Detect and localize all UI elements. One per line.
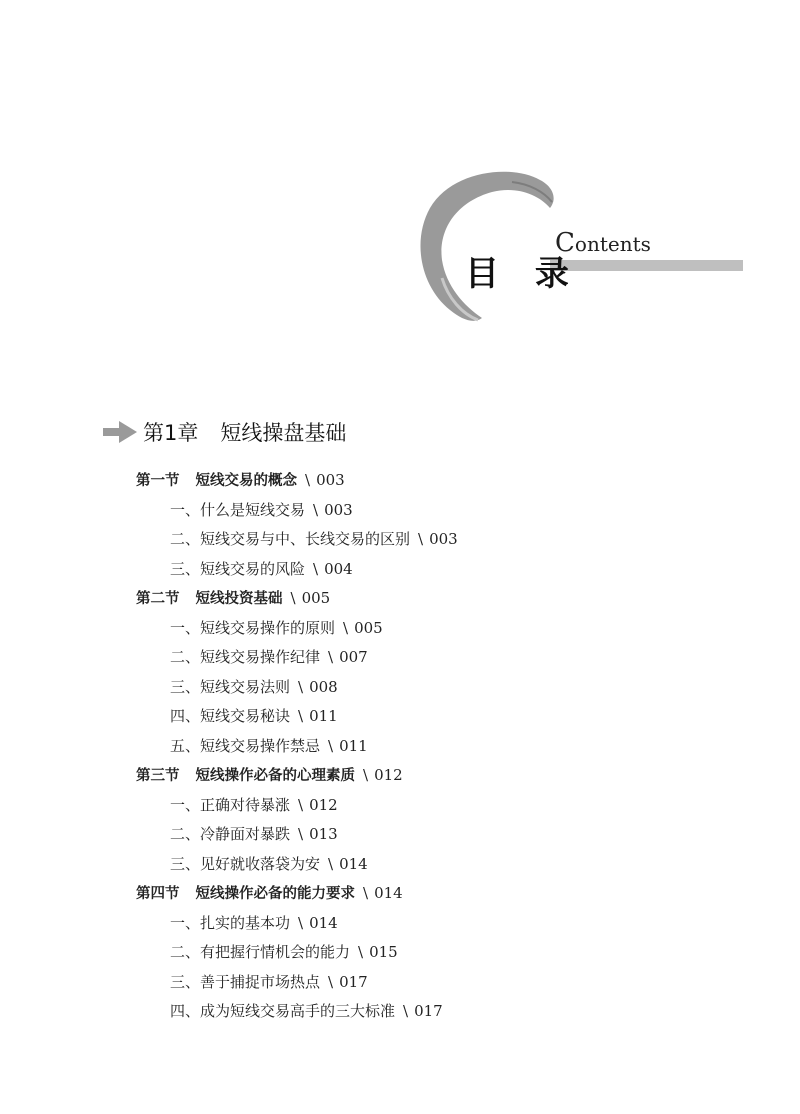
section-title: 短线操作必备的心理素质: [195, 768, 355, 784]
toc-section-entry[interactable]: [0, 466, 800, 496]
item-title: 四、短线交易秘诀: [170, 707, 291, 725]
chapter-heading[interactable]: [103, 414, 346, 450]
separator: \: [298, 677, 304, 696]
separator: \: [313, 559, 319, 578]
page-number: 003: [324, 500, 353, 519]
section-title: 短线操作必备的能力要求: [195, 886, 355, 902]
page-number: 011: [339, 736, 368, 755]
page-number: 007: [339, 648, 368, 666]
toc-item-entry[interactable]: [0, 643, 800, 673]
right-arrow-icon: [103, 421, 137, 443]
item-title: 二、短线交易操作纪律: [170, 648, 321, 666]
separator: \: [298, 913, 304, 932]
page-number: 005: [301, 589, 331, 607]
toc-item-entry[interactable]: [0, 732, 800, 762]
toc-section-entry[interactable]: [0, 761, 800, 791]
item-title: 二、短线交易与中、长线交易的区别: [170, 530, 411, 548]
page-number: 017: [339, 972, 368, 991]
separator: \: [403, 1002, 409, 1020]
toc-item-entry[interactable]: [0, 614, 800, 644]
page-number: 012: [374, 766, 403, 784]
section-number: 第二节: [136, 591, 180, 607]
separator: \: [418, 530, 424, 548]
section-title: 短线交易的概念: [195, 473, 297, 489]
toc-item-entry[interactable]: [0, 850, 800, 880]
separator: \: [305, 471, 311, 489]
toc-header: [0, 0, 800, 360]
page-number: 011: [309, 707, 338, 725]
toc-list: [0, 466, 800, 1027]
item-title: 三、短线交易法则: [170, 677, 291, 696]
item-title: 一、短线交易操作的原则: [170, 618, 336, 637]
item-title: 三、见好就收落袋为安: [170, 854, 321, 873]
item-title: 一、正确对待暴涨: [170, 795, 291, 814]
toc-section-entry[interactable]: [0, 879, 800, 909]
toc-item-entry[interactable]: [0, 791, 800, 821]
page-number: 008: [309, 677, 338, 696]
separator: \: [328, 972, 334, 991]
item-title: 五、短线交易操作禁忌: [170, 736, 321, 755]
section-title: 短线投资基础: [195, 591, 283, 607]
toc-item-entry[interactable]: [0, 997, 800, 1027]
title-english: Contents: [555, 228, 651, 258]
toc-item-entry[interactable]: [0, 496, 800, 526]
item-title: 一、扎实的基本功: [170, 913, 291, 932]
page-number: 003: [316, 471, 345, 489]
section-number: 第三节: [136, 768, 180, 784]
toc-item-entry[interactable]: [0, 555, 800, 585]
page-number: 013: [309, 825, 338, 843]
separator: \: [298, 825, 304, 843]
page-number: 014: [339, 854, 368, 873]
separator: \: [358, 943, 364, 961]
separator: \: [363, 884, 369, 902]
page-number: 017: [414, 1002, 443, 1020]
toc-item-entry[interactable]: [0, 909, 800, 939]
item-title: 二、冷静面对暴跌: [170, 825, 291, 843]
separator: \: [328, 854, 334, 873]
section-number: 第一节: [136, 473, 180, 489]
item-title: 三、短线交易的风险: [170, 559, 306, 578]
item-title: 三、善于捕捉市场热点: [170, 972, 321, 991]
page-number: 014: [309, 913, 338, 932]
chapter-number: 第1章: [143, 421, 199, 445]
toc-section-entry[interactable]: [0, 584, 800, 614]
toc-item-entry[interactable]: [0, 702, 800, 732]
item-title: 一、什么是短线交易: [170, 500, 306, 519]
separator: \: [328, 736, 334, 755]
page-number: 012: [309, 795, 338, 814]
page-number: 005: [354, 618, 383, 637]
toc-item-entry[interactable]: [0, 525, 800, 555]
item-title: 四、成为短线交易高手的三大标准: [170, 1002, 396, 1020]
separator: \: [313, 500, 319, 519]
separator: \: [363, 766, 369, 784]
separator: \: [290, 589, 296, 607]
toc-item-entry[interactable]: [0, 673, 800, 703]
chapter-title: [143, 417, 346, 447]
page-number: 003: [429, 530, 458, 548]
separator: \: [298, 795, 304, 814]
separator: \: [328, 648, 334, 666]
toc-item-entry[interactable]: [0, 820, 800, 850]
page-title: 目 录: [465, 254, 581, 294]
separator: \: [343, 618, 349, 637]
toc-item-entry[interactable]: [0, 938, 800, 968]
page-number: 015: [369, 943, 398, 961]
separator: \: [298, 707, 304, 725]
toc-item-entry[interactable]: [0, 968, 800, 998]
chapter-name: 短线操盘基础: [220, 421, 347, 445]
page-number: 014: [374, 884, 403, 902]
page-number: 004: [324, 559, 353, 578]
item-title: 二、有把握行情机会的能力: [170, 943, 351, 961]
section-number: 第四节: [136, 886, 180, 902]
